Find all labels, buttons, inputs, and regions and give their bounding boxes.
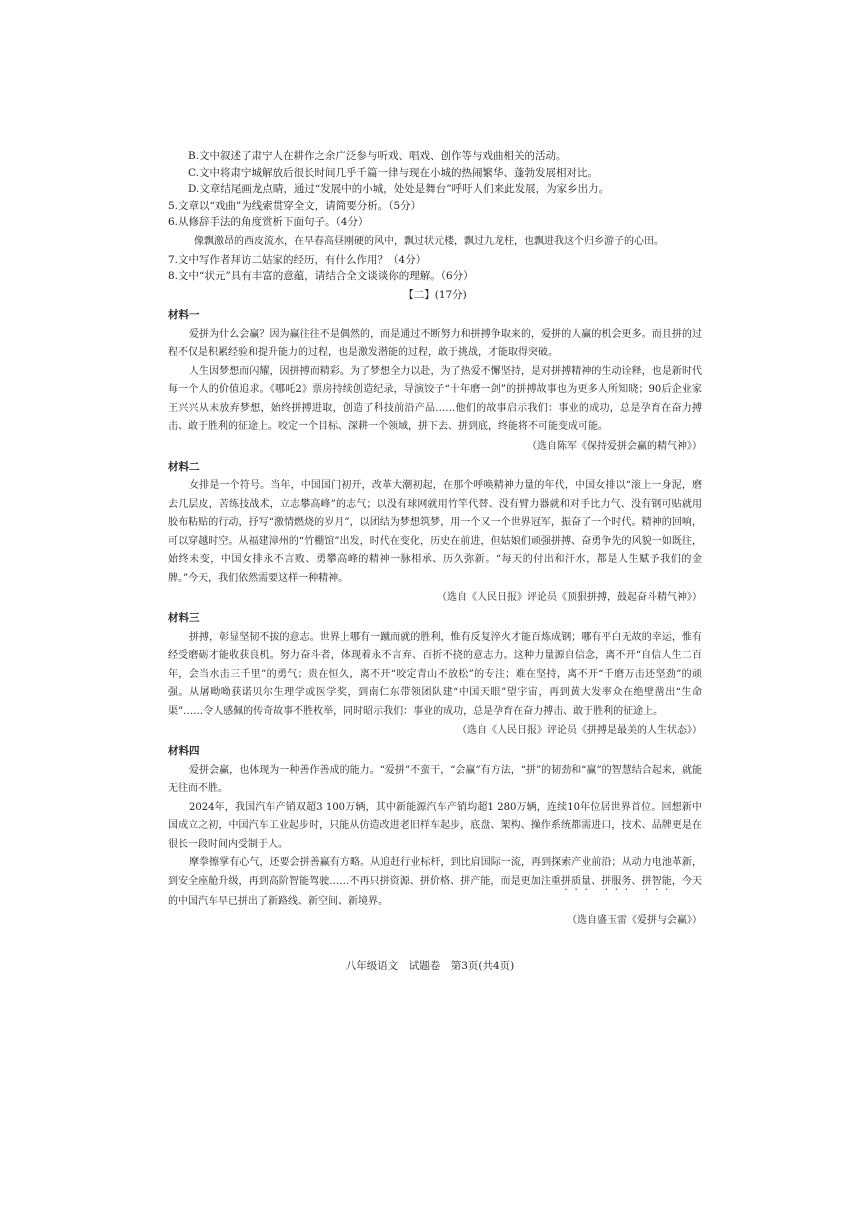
material-source: （选自陈军《保持爱拼会赢的精气神》）: [527, 440, 702, 452]
question-6-quote: 像飘激昂的西皮流水，在早春高昼刚硬的风中，飘过状元楼，飘过九龙柱，也飘进我这个归乡游子的心田。: [194, 235, 664, 247]
page-footer: 八年级语文 试题卷 第3页(共4页): [345, 960, 515, 972]
material-paragraph: 爱拼为什么会赢？因为赢往往不是偶然的，而是通过不断努力和拼搏争取来的，爱拼的人赢的机会更多。而且拼的过程不仅是积累经验和提升能力的过程，也是激发潜能的过程，敢于挑战，才能取得突破。: [168, 328, 702, 358]
question-7: 7.文中写作者拜访二姑家的经历，有什么作用？（4分）: [168, 253, 427, 266]
material-title: 材料三: [168, 612, 200, 624]
material-paragraph: 爱拼会赢，也体现为一种善作善成的能力。“爱拼”不蛮干，“会赢”有方法，“拼”的韧劲和“赢”的智慧结合起来，就能无往而不胜。: [168, 764, 702, 794]
material-paragraph: 人生因梦想而闪耀，因拼搏而精彩。为了梦想全力以赴，为了热爱不懈坚持，是对拼搏精神的生动诠释，也是新时代每一个人的价值追求。《哪吒2》票房持续创造纪录，导演饺子“十年磨一剑”的拼搏故事也为更多人所知晓；90后企业家王兴兴从未放弃梦想，始终拼搏进取，创造了科技前沿产品……他们的故事启示我们：事业的成功，总是孕育在奋力搏击、敢于胜利的征途上。咬定一个目标、深耕一个领域，拼下去、拼到底，终能将不可能变成可能。: [168, 365, 702, 432]
emphasized-text: 拼质量、拼服务、拼智能: [560, 875, 672, 887]
option-d: D.文章结尾画龙点睛，通过“发展中的小城，处处是舞台”呼吁人们来此发展，为家乡出力。: [188, 183, 610, 195]
material-paragraph: 拼搏，彰显坚韧不拔的意志。世界上哪有一蹴而就的胜利，惟有反复淬火才能百炼成钢；哪有平白无故的幸运，惟有经受磨砺才能收获良机。努力奋斗者，体现着永不言弃、百折不挠的意志力。这种力量源自信念，离不开“自信人生二百年，会当水击三千里”的勇气；贵在恒久，离不开“咬定青山不放松”的专注；难在坚持，离不开“千磨万击还坚劲”的顽强。从屠呦呦获诺贝尔生理学或医学奖，到南仁东带领团队建“中国天眼”望宇宙，再到黄大发率众在绝壁凿出“生命渠”……令人感佩的传奇故事不胜枚举，同时昭示我们：事业的成功，总是孕育在奋力搏击、敢于胜利的征途上。: [168, 631, 702, 717]
option-b: B.文中叙述了肃宁人在耕作之余广泛参与听戏、唱戏、创作等与戏曲相关的活动。: [188, 150, 567, 162]
material-paragraph: 2024年，我国汽车产销双超3 100万辆，其中新能源汽车产销均超1 280万辆，连续10年位居世界首位。回想新中国成立之初，中国汽车工业起步时，只能从仿造改进老旧样车起步，底盘、架构、操作系统都需进口，技术、品牌更是在很长一段时间内受制于人。: [168, 801, 702, 850]
question-8: 8.文中“状元”具有丰富的意蕴，请结合全文谈谈你的理解。（6分）: [168, 270, 474, 282]
material-title: 材料一: [168, 309, 200, 321]
page-content: [168, 148, 702, 933]
option-c: C.文中将肃宁城解放后很长时间几乎千篇一律与现在小城的热闹繁华、蓬勃发展相对比。: [188, 166, 598, 179]
material-title: 材料二: [168, 460, 200, 473]
material-3: [168, 610, 702, 739]
section-title: 【二】(17分): [403, 288, 467, 301]
paragraph-text: ，今天的中国汽车早已拼出了新路线、新空间、新境界。: [168, 875, 703, 907]
material-4: [168, 743, 702, 929]
material-source: （选自盛玉雷《爱拼与会赢》）: [567, 915, 702, 926]
material-paragraph: 女排是一个符号。当年，中国国门初开，改革大潮初起，在那个呼唤精神力量的年代，中国女排以“滚上一身泥，磨去几层皮，苦练技战术，立志攀高峰”的志气；以没有球网就用竹竿代替、没有臂力器就和对手比力气、没有钢可贴就用胶布粘贴的行动，抒写“激情燃烧的岁月”，以团结为梦想筑梦，用一个又一个世界冠军，振奋了一个时代。精神的回响，可以穿越时空。从福建漳州的“竹棚馆”出发，时代在变化，历史在前进，但姑娘们顽强拼搏、奋勇争先的风貌一如既往，始终未变，中国女排永不言败、勇攀高峰的精神一脉相承、历久弥新。“每天的付出和汗水，都是人生赋予我们的金牌。”今天，我们依然需要这样一种精神。: [168, 480, 702, 584]
paragraph-text: 摩拳擦掌有心气，还要会拼善赢有方略。从追赶行业标杆，到比肩国际一流，再到探索产业前沿；从动力电池革新，到安全座舱升级，再到高阶智能驾驶……不再只拼资源、拼价格、拼产能，而是更加注重: [168, 857, 702, 887]
material-source: （选自《人民日报》评论员《顶狠拼搏，鼓起奋斗精气神》）: [437, 592, 702, 603]
material-source: （选自《人民日报》评论员《拼搏是最美的人生状态》）: [457, 725, 702, 736]
material-paragraph: [168, 854, 702, 911]
question-5: 5.文章以“戏曲”为线索贯穿全文，请简要分析。（5分）: [168, 199, 422, 212]
material-title: 材料四: [168, 745, 200, 757]
question-6: 6.从修辞手法的角度赏析下面句子。（4分）: [168, 216, 369, 228]
material-1: [168, 307, 702, 455]
material-2: [168, 459, 702, 607]
